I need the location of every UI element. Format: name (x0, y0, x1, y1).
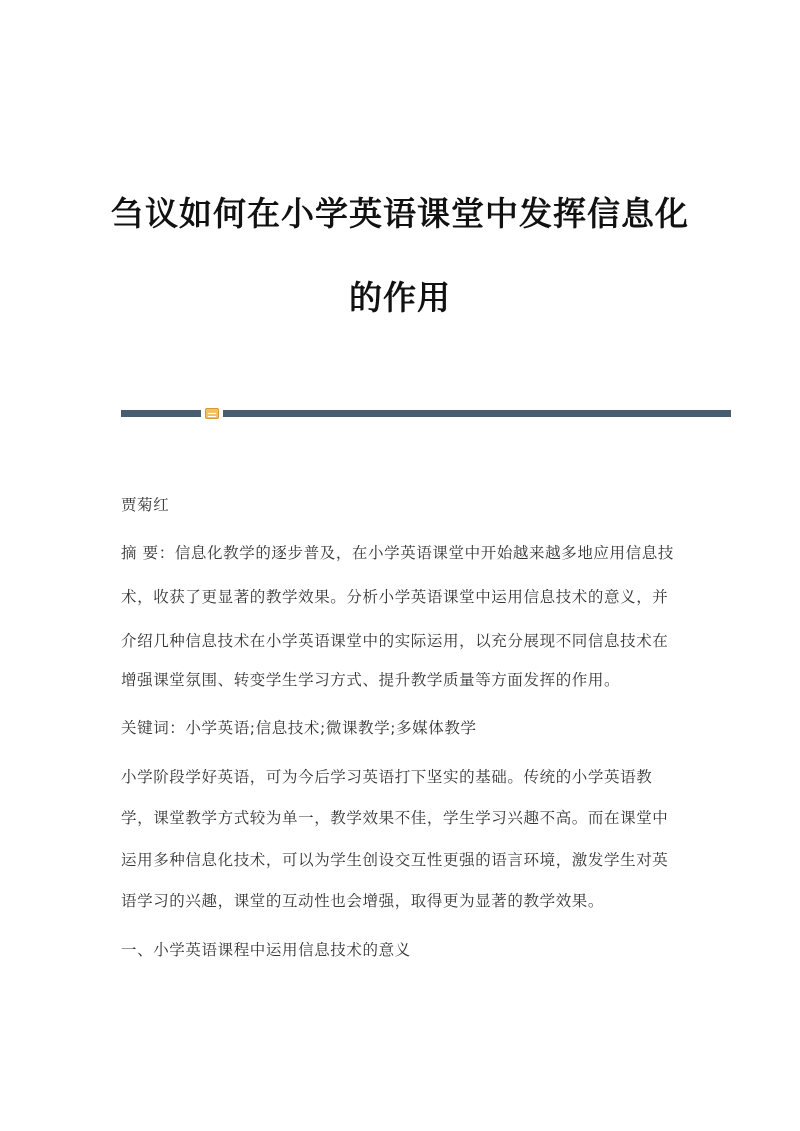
section-heading: 一、小学英语课程中运用信息技术的意义 (121, 941, 411, 959)
abstract-line: 摘 要：信息化教学的逐步普及，在小学英语课堂中开始越来越多地应用信息技 (121, 544, 674, 562)
body-paragraph-line: 语学习的兴趣，课堂的互动性也会增强，取得更为显著的教学效果。 (121, 892, 605, 910)
title-divider-right (223, 410, 731, 417)
body-paragraph-line: 学，课堂教学方式较为单一，教学效果不佳，学生学习兴趣不高。而在课堂中 (121, 809, 669, 827)
keywords-line: 关键词：小学英语;信息技术;微课教学;多媒体教学 (121, 719, 477, 737)
abstract-line: 增强课堂氛围、转变学生学习方式、提升教学质量等方面发挥的作用。 (121, 671, 621, 689)
title-divider-left (121, 410, 201, 417)
author-name: 贾菊红 (121, 496, 170, 514)
body-paragraph-line: 运用多种信息化技术，可以为学生创设交互性更强的语言环境，激发学生对英 (121, 851, 669, 869)
document-title-line-1: 刍议如何在小学英语课堂中发挥信息化 (111, 194, 689, 233)
body-paragraph-line: 小学阶段学好英语，可为今后学习英语打下坚实的基础。传统的小学英语教 (121, 768, 653, 786)
book-icon (205, 408, 219, 419)
abstract-line: 介绍几种信息技术在小学英语课堂中的实际运用，以充分展现不同信息技术在 (121, 632, 669, 650)
abstract-line: 术，收获了更显著的教学效果。分析小学英语课堂中运用信息技术的意义，并 (121, 588, 669, 606)
document-title-line-2: 的作用 (349, 278, 451, 317)
